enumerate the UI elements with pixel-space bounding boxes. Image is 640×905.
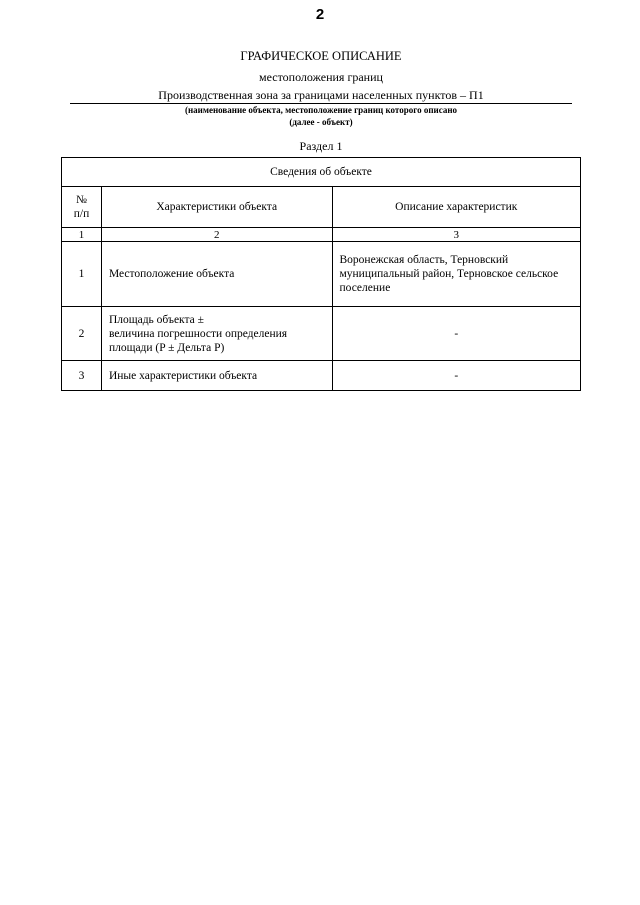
row-characteristic: Местоположение объекта — [101, 242, 332, 307]
header-characteristics: Характеристики объекта — [101, 187, 332, 228]
table-title: Сведения об объекте — [62, 158, 581, 187]
table-title-row — [62, 158, 581, 187]
header-num — [62, 187, 102, 228]
column-number-2: 2 — [101, 228, 332, 242]
row-description: Воронежская область, Терновский муниципальный район, Терновское сельское поселение — [332, 242, 581, 307]
document-subtitle: местоположения границ — [259, 70, 383, 84]
row-num: 2 — [62, 307, 102, 361]
table-row — [62, 242, 581, 307]
table-header-row — [62, 187, 581, 228]
row-description: - — [332, 307, 581, 361]
object-name-caption-line2: (далее - объект) — [289, 117, 353, 127]
row-description: - — [332, 361, 581, 391]
row-characteristic: Иные характеристики объекта — [101, 361, 332, 391]
row-num: 1 — [62, 242, 102, 307]
object-name: Производственная зона за границами населенных пунктов – П1 — [70, 88, 572, 104]
row-characteristic — [101, 307, 332, 361]
header-num-line1: № — [75, 194, 87, 206]
header-description: Описание характеристик — [332, 187, 581, 228]
table-row — [62, 361, 581, 391]
header-num-line2: п/п — [73, 208, 90, 220]
row-characteristic-line1: Площадь объекта ± — [108, 313, 204, 326]
document-title: ГРАФИЧЕСКОЕ ОПИСАНИЕ — [240, 49, 402, 63]
table-row — [62, 307, 581, 361]
object-name-caption-line1: (наименование объекта, местоположение границ которого описано — [184, 105, 458, 115]
page-number: 2 — [315, 6, 325, 23]
column-number-1: 1 — [62, 228, 102, 242]
row-characteristic-line2: величина погрешности определения площади (P ± Дельта P) — [108, 327, 288, 354]
column-number-3: 3 — [332, 228, 581, 242]
column-numbers-row — [62, 228, 581, 242]
object-info-table — [61, 157, 581, 391]
document-header — [70, 49, 572, 153]
row-num: 3 — [62, 361, 102, 391]
section-label: Раздел 1 — [299, 139, 343, 153]
